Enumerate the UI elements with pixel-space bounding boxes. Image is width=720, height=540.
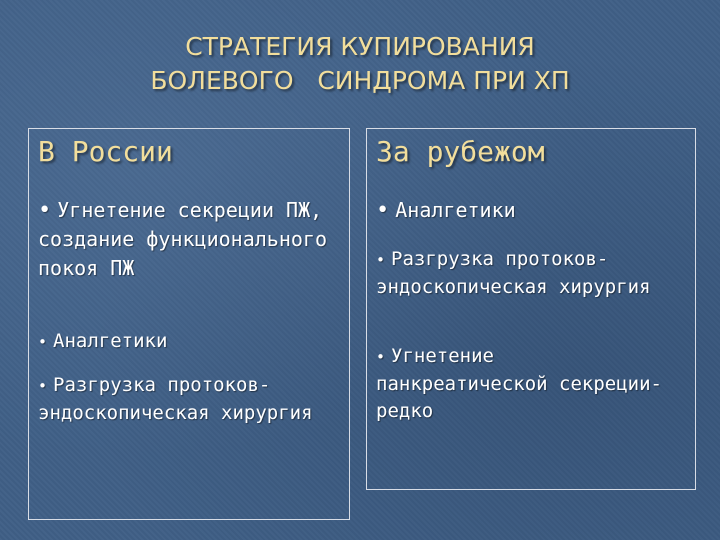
abroad-item-3	[376, 343, 676, 425]
slide-title	[0, 30, 720, 98]
russia-item-1	[38, 196, 343, 283]
bullet-icon: •	[376, 251, 386, 269]
russia-item-3-text: Разгрузка протоков-эндоскопическая хирургия	[38, 374, 313, 424]
bullet-icon: •	[376, 348, 386, 366]
abroad-item-1-text: Аналгетики	[395, 198, 516, 222]
bullet-icon: •	[376, 198, 390, 223]
russia-heading: В России	[38, 135, 173, 168]
bullet-icon: •	[38, 198, 52, 223]
abroad-item-1	[376, 196, 686, 225]
abroad-item-2	[376, 246, 676, 301]
abroad-item-2-text: Разгрузка протоков-эндоскопическая хирургия	[376, 248, 651, 298]
bullet-icon: •	[38, 333, 48, 351]
russia-item-2-text: Аналгетики	[53, 330, 168, 352]
bullet-icon: •	[38, 377, 48, 395]
abroad-heading: За рубежом	[376, 135, 545, 168]
russia-column-box	[28, 128, 350, 520]
russia-item-1-text: Угнетение секреции ПЖ, создание функционального покоя ПЖ	[38, 198, 327, 280]
russia-item-3	[38, 372, 338, 427]
abroad-item-3-text: Угнетение панкреатической секреции- редко	[376, 345, 662, 422]
slide-title-line-2: БОЛЕВОГО СИНДРОМА ПРИ ХП	[150, 66, 570, 95]
slide-title-line-1: СТРАТЕГИЯ КУПИРОВАНИЯ	[185, 32, 535, 61]
russia-item-2	[38, 328, 343, 356]
abroad-column-box	[366, 128, 696, 490]
